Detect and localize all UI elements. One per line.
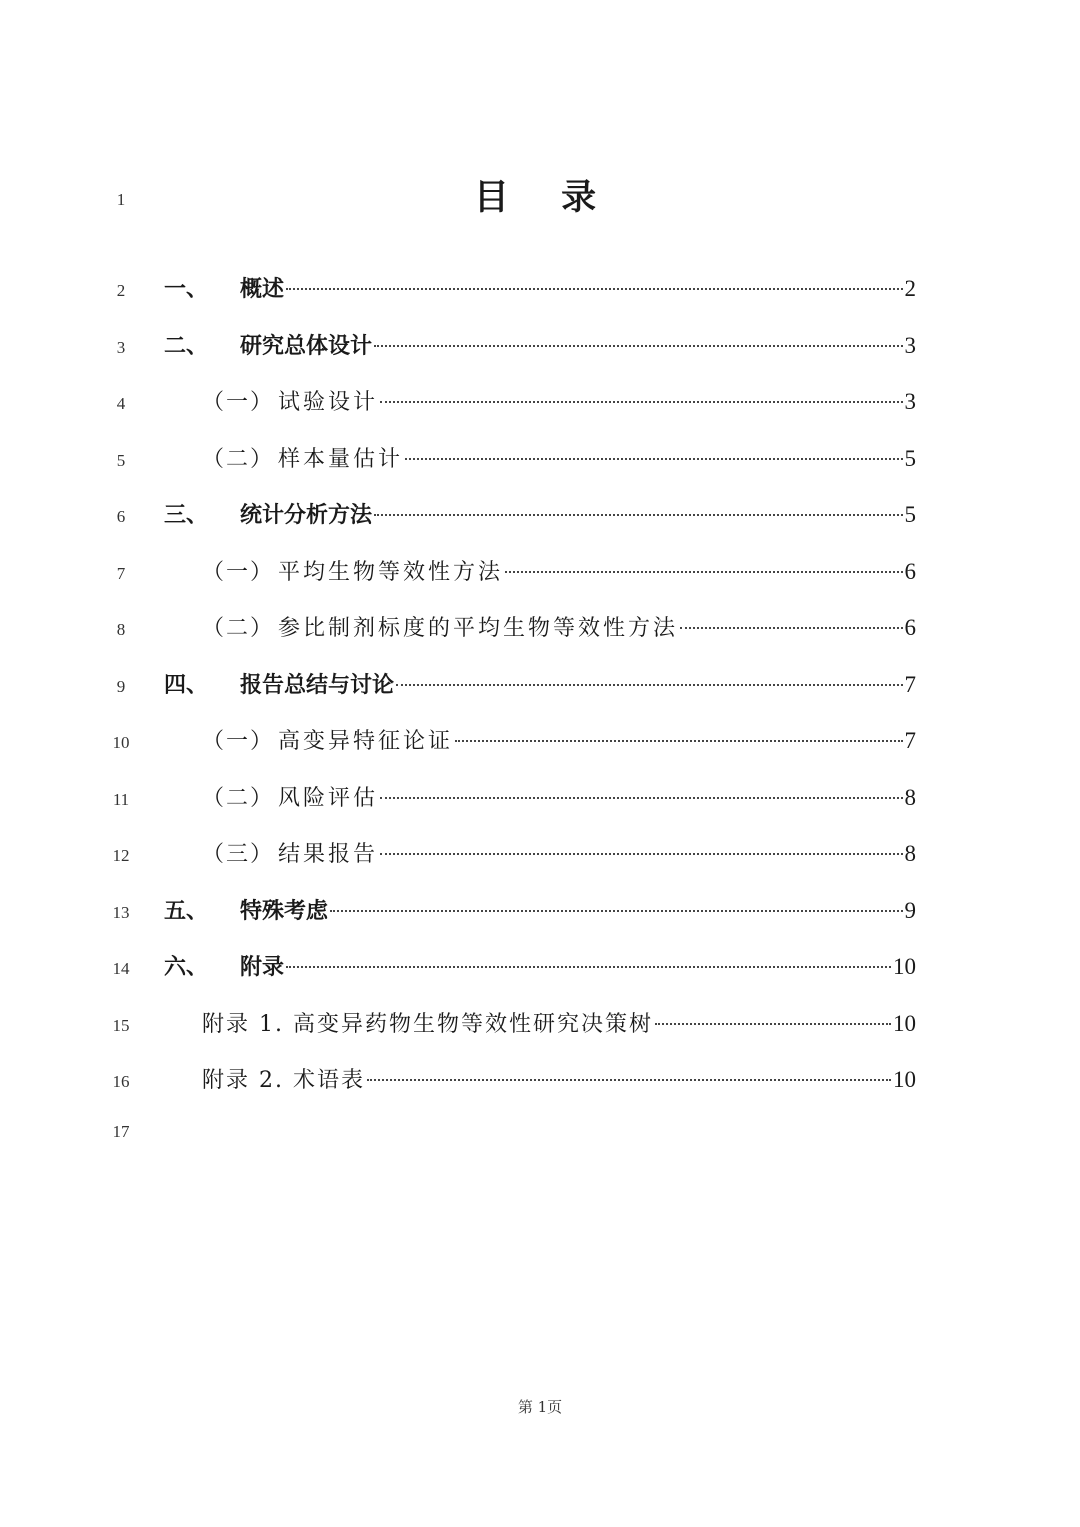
toc-entry-number: 五、 — [164, 899, 209, 924]
line-number: 15 — [112, 1016, 130, 1035]
toc-entry-number: 三、 — [164, 503, 209, 528]
dot-leader — [396, 684, 902, 686]
toc-entry-label: 平均生物等效性方法 — [278, 560, 504, 585]
dot-leader — [505, 571, 902, 573]
toc-entry-label: 附录 1. 高变异药物生物等效性研究决策树 — [202, 1012, 653, 1037]
toc-entry-page: 3 — [904, 389, 916, 414]
toc-entry-label: 概述 — [240, 277, 285, 302]
toc-entry-label: 高变异特征论证 — [278, 729, 454, 754]
line-number: 9 — [116, 677, 126, 696]
toc-entry[interactable] — [202, 1008, 916, 1040]
line-number: 16 — [112, 1072, 130, 1091]
toc-entry-number: （一） — [202, 729, 275, 754]
toc-entry[interactable] — [202, 838, 916, 870]
toc-entry[interactable] — [202, 612, 916, 644]
page-title: 目 录 — [473, 178, 617, 218]
line-number: 13 — [112, 903, 130, 922]
toc-entry-label: 统计分析方法 — [240, 503, 373, 528]
toc-entry-label: 特殊考虑 — [240, 899, 329, 924]
line-number: 17 — [112, 1122, 130, 1141]
toc-entry-label: 附录 — [240, 955, 285, 980]
toc-entry-page: 9 — [904, 898, 916, 923]
toc-entry-page: 6 — [904, 559, 916, 584]
dot-leader — [680, 627, 902, 629]
toc-entry[interactable] — [164, 951, 916, 983]
dot-leader — [655, 1023, 891, 1025]
line-number: 14 — [112, 959, 130, 978]
toc-entry-number: （二） — [202, 616, 275, 641]
toc-entry-label: 样本量估计 — [278, 447, 404, 472]
toc-entry-page: 5 — [904, 446, 916, 471]
line-number: 1 — [116, 190, 126, 209]
dot-leader — [286, 288, 902, 290]
line-number: 2 — [116, 281, 126, 300]
toc-entry-number: （二） — [202, 447, 275, 472]
page-footer: 第 1页 — [517, 1398, 563, 1416]
toc-entry-label: 风险评估 — [278, 786, 379, 811]
dot-leader — [380, 401, 902, 403]
toc-entry-number: （二） — [202, 786, 275, 811]
toc-entry-page: 7 — [904, 728, 916, 753]
toc-entry-label: 报告总结与讨论 — [240, 673, 395, 698]
toc-entry-number: 六、 — [164, 955, 209, 980]
toc-entry-label: 附录 2. 术语表 — [202, 1068, 365, 1093]
toc-entry-page: 10 — [893, 1067, 916, 1092]
line-number: 5 — [116, 451, 126, 470]
toc-entry-number: 二、 — [164, 334, 209, 359]
toc-entry-number: （三） — [202, 842, 275, 867]
toc-entry-page: 10 — [893, 1011, 916, 1036]
toc-entry-page: 8 — [904, 841, 916, 866]
line-number: 6 — [116, 507, 126, 526]
toc-entry[interactable] — [164, 330, 916, 362]
dot-leader — [455, 740, 902, 742]
dot-leader — [405, 458, 902, 460]
line-number: 8 — [116, 620, 126, 639]
line-number: 4 — [116, 394, 126, 413]
toc-entry-number: （一） — [202, 390, 275, 415]
dot-leader — [380, 853, 902, 855]
toc-entry-page: 6 — [904, 615, 916, 640]
toc-entry[interactable] — [202, 443, 916, 475]
toc-entry-page: 8 — [904, 785, 916, 810]
line-number: 7 — [116, 564, 126, 583]
dot-leader — [330, 910, 902, 912]
dot-leader — [380, 797, 902, 799]
toc-entry-number: （一） — [202, 560, 275, 585]
toc-entry[interactable] — [164, 669, 916, 701]
toc-entry-label: 试验设计 — [278, 390, 379, 415]
line-number: 3 — [116, 338, 126, 357]
toc-entry-label: 研究总体设计 — [240, 334, 373, 359]
dot-leader — [286, 966, 891, 968]
toc-entry[interactable] — [202, 782, 916, 814]
toc-entry[interactable] — [164, 273, 916, 305]
toc-entry[interactable] — [164, 499, 916, 531]
line-number: 10 — [112, 733, 130, 752]
toc-entry-page: 7 — [904, 672, 916, 697]
toc-entry-page: 2 — [904, 276, 916, 301]
toc-entry-page: 10 — [893, 954, 916, 979]
toc-entry[interactable] — [202, 386, 916, 418]
toc-entry-number: 四、 — [164, 673, 209, 698]
toc-entry-number: 一、 — [164, 277, 209, 302]
toc-entry[interactable] — [164, 895, 916, 927]
toc-entry[interactable] — [202, 1064, 916, 1096]
dot-leader — [367, 1079, 891, 1081]
toc-entry-page: 5 — [904, 502, 916, 527]
dot-leader — [374, 514, 902, 516]
toc-entry[interactable] — [202, 725, 916, 757]
dot-leader — [374, 345, 902, 347]
line-number: 12 — [112, 846, 130, 865]
toc-entry-label: 结果报告 — [278, 842, 379, 867]
toc-entry[interactable] — [202, 556, 916, 588]
toc-entry-page: 3 — [904, 333, 916, 358]
line-number: 11 — [112, 790, 130, 809]
toc-entry-label: 参比制剂标度的平均生物等效性方法 — [278, 616, 679, 641]
